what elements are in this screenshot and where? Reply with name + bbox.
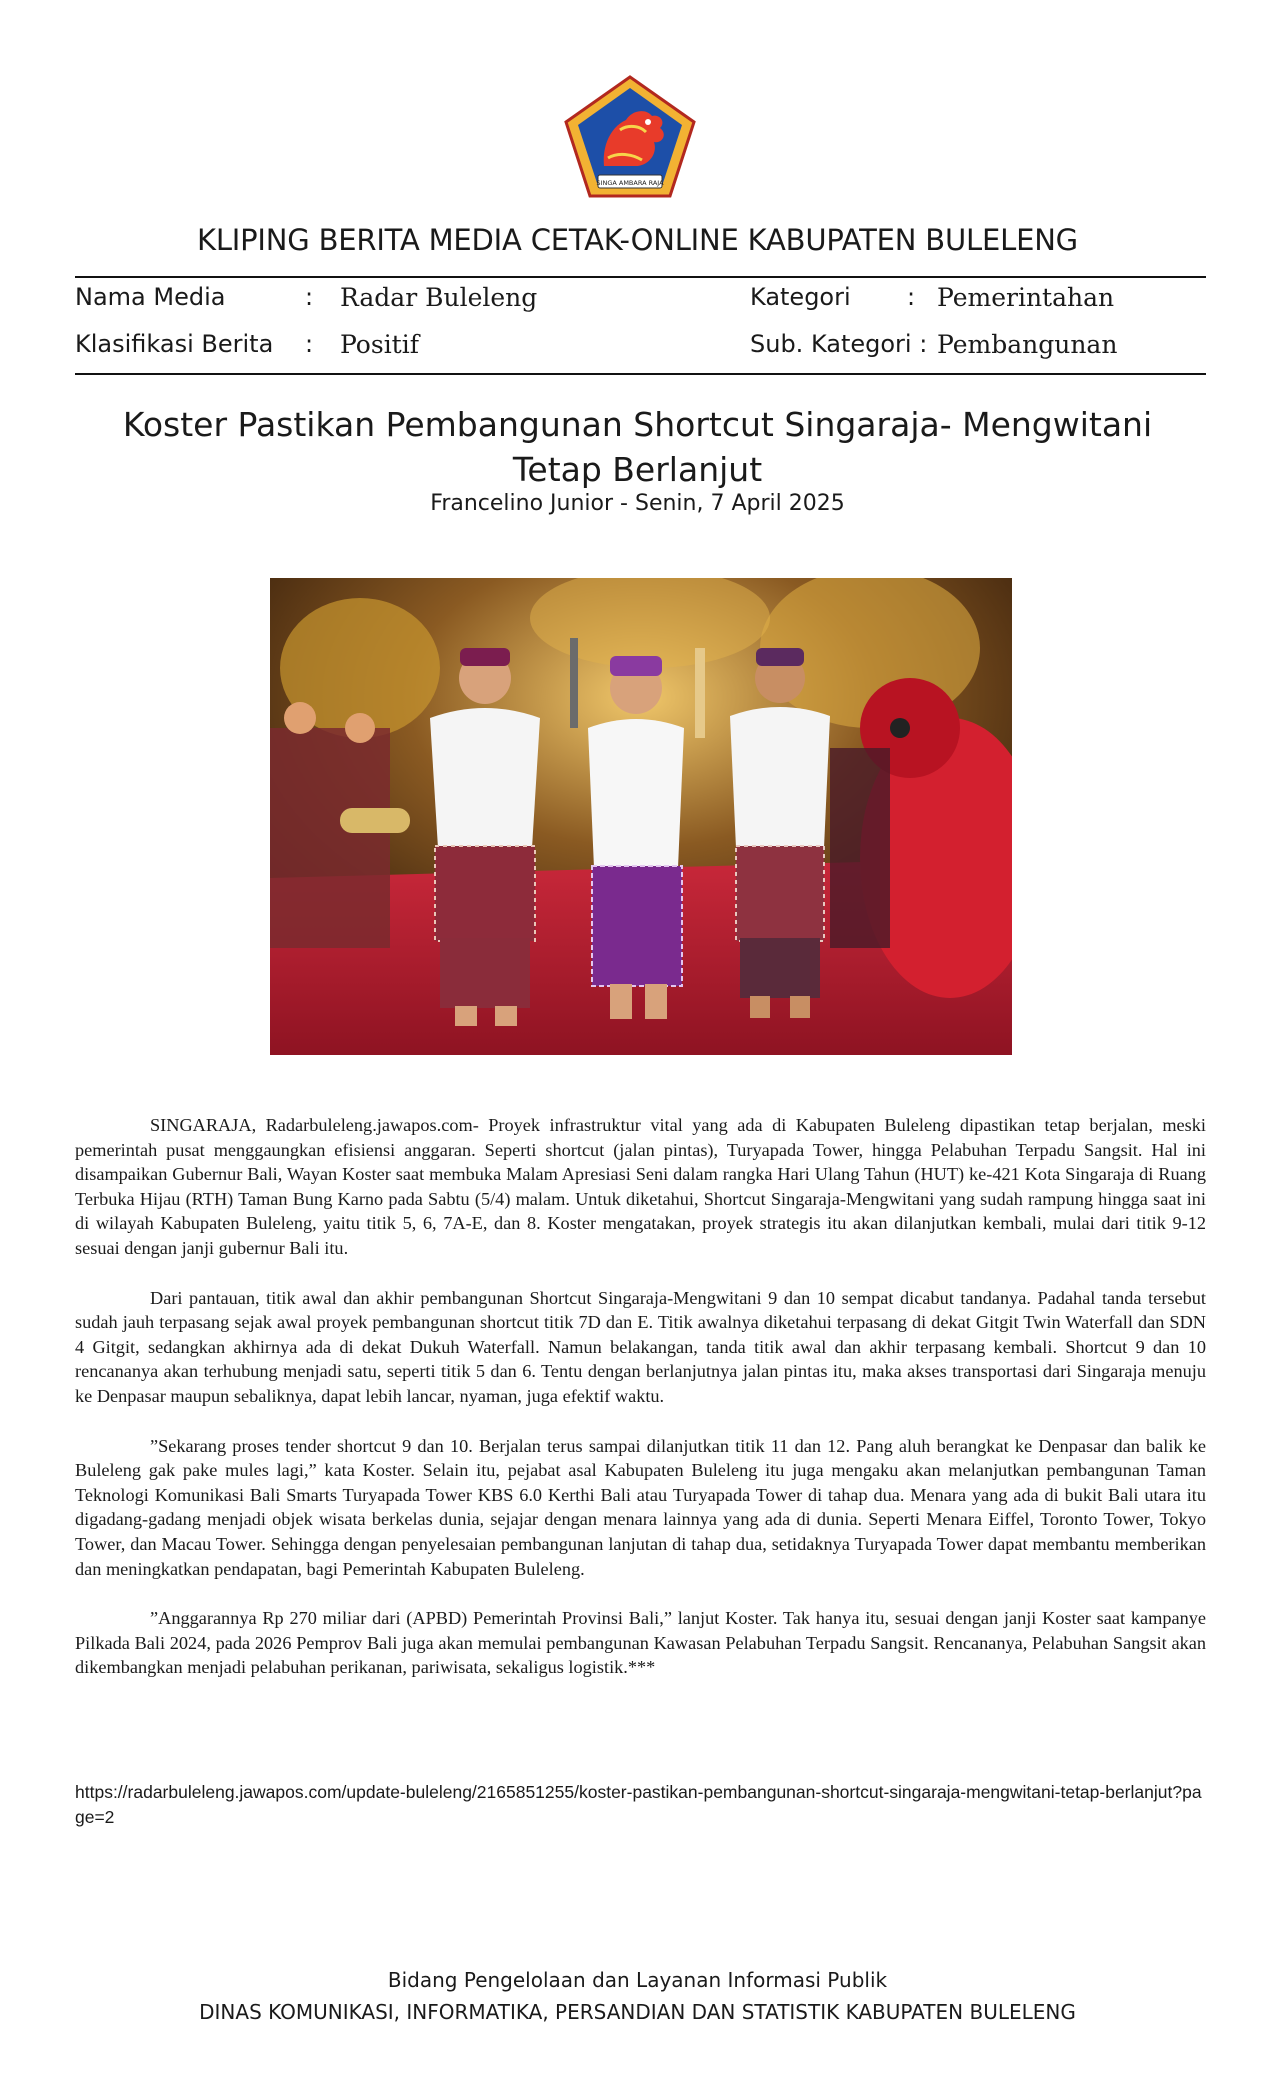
- article-paragraph: ”Sekarang proses tender shortcut 9 dan 10. Berjalan terus sampai dilanjutkan titik 11 dan 12. Pang aluh berangkat ke Denpasar dan balik ke Buleleng gak pake mules lagi,” kata Koster. Selain itu, pejabat asal Kabupaten Buleleng itu juga mengaku akan melanjutkan pembangunan Taman Teknologi Komunikasi Bali Smarts Turyapada Tower KBS 6.0 Kerthi Bali atau Turyapada Tower di tahap dua. Menara yang ada di bukit Bali utara itu digadang-gadang menjadi objek wisata berkelas dunia, sejajar dengan menara lainnya yang ada di dunia. Seperti Menara Eiffel, Toronto Tower, Tokyo Tower, dan Macau Tower. Sehingga dengan penyelesaian pembangunan lanjutan di tahap dua, setidaknya Turyapada Tower dapat membantu memberikan dan meningkatkan pendapatan, bagi Pemerintah Kabupaten Buleleng.: [75, 1435, 1206, 1579]
- article-photo: [270, 578, 1012, 1055]
- kategori-label: Kategori: [750, 283, 851, 311]
- footer-division: Bidang Pengelolaan dan Layanan Informasi Publik: [387, 1968, 888, 1992]
- subkategori-label: Sub. Kategori :: [750, 330, 928, 358]
- media-value: Radar Buleleng: [340, 283, 538, 312]
- header-divider-top: [75, 276, 1206, 278]
- klasifikasi-label: Klasifikasi Berita: [75, 330, 274, 358]
- clipping-header-title: KLIPING BERITA MEDIA CETAK-ONLINE KABUPATEN BULELENG: [197, 223, 1078, 257]
- subkategori-value: Pembangunan: [937, 330, 1118, 359]
- media-label: Nama Media: [75, 283, 226, 311]
- buleleng-emblem-logo: [562, 74, 698, 200]
- klasifikasi-colon: :: [305, 330, 314, 358]
- kategori-value: Pemerintahan: [937, 283, 1115, 312]
- klasifikasi-value: Positif: [340, 330, 419, 359]
- article-paragraph: Dari pantauan, titik awal dan akhir pembangunan Shortcut Singaraja-Mengwitani 9 dan 10 sempat dicabut tandanya. Padahal tanda tersebut sudah jauh terpasang sejak awal proyek pembangunan shortcut titik 7D dan E. Titik awalnya diketahui terpasang di dekat Gitgit Twin Waterfall dan SDN 4 Gitgit, sedangkan akhirnya ada di dekat Dukuh Waterfall. Namun belakangan, tanda titik awal dan akhir terpasang kembali. Shortcut 9 dan 10 rencananya akan terhubung menjadi satu, seperti titik 5 dan 6. Tentu dengan berlanjutnya jalan pintas itu, maka akses transportasi dari Singaraja menuju ke Denpasar maupun sebaliknya, dapat lebih lancar, nyaman, juga efektif waktu.: [75, 1287, 1206, 1406]
- article-body: [75, 1113, 1206, 1705]
- article-paragraph: ”Anggarannya Rp 270 miliar dari (APBD) Pemerintah Provinsi Bali,” lanjut Koster. Tak hanya itu, sesuai dengan janji Koster saat kampanye Pilkada Bali 2024, pada 2026 Pemprov Bali juga akan memulai pembangunan Kawasan Pelabuhan Terpadu Sangsit. Rencananya, Pelabuhan Sangsit akan dikembangkan menjadi pelabuhan perikanan, pariwisata, sekaligus logistik.***: [75, 1608, 1206, 1678]
- article-byline: Francelino Junior - Senin, 7 April 2025: [430, 491, 845, 516]
- meta-row-2: [75, 330, 1206, 370]
- emblem-motto: SINGA AMBARA RAJA: [596, 179, 664, 187]
- article-paragraph: SINGARAJA, Radarbuleleng.jawapos.com- Proyek infrastruktur vital yang ada di Kabupaten Buleleng dipastikan tetap berjalan, meski pemerintah pusat menggaungkan efisiensi anggaran. Seperti shortcut (jalan pintas), Turyapada Tower, hingga Pelabuhan Terpadu Sangsit. Hal ini disampaikan Gubernur Bali, Wayan Koster saat membuka Malam Apresiasi Seni dalam rangka Hari Ulang Tahun (HUT) ke-421 Kota Singaraja di Ruang Terbuka Hijau (RTH) Taman Bung Karno pada Sabtu (5/4) malam. Untuk diketahui, Shortcut Singaraja-Mengwitani yang sudah rampung hingga saat ini di wilayah Kabupaten Buleleng, yaitu titik 5, 6, 7A-E, dan 8. Koster mengatakan, proyek strategis itu akan dilanjutkan kembali, mulai dari titik 9-12 sesuai dengan janji gubernur Bali itu.: [75, 1115, 1206, 1258]
- article-title: [120, 402, 1155, 492]
- media-colon: :: [305, 283, 314, 311]
- lion-emblem-icon: [562, 74, 698, 200]
- footer-agency: DINAS KOMUNIKASI, INFORMATIKA, PERSANDIAN DAN STATISTIK KABUPATEN BULELENG: [199, 2000, 1076, 2024]
- meta-row-1: [75, 283, 1206, 323]
- article-title-line2: Tetap Berlanjut: [512, 450, 763, 489]
- header-divider-bottom: [75, 373, 1206, 375]
- kategori-colon: :: [907, 283, 916, 311]
- article-title-line1: Koster Pastikan Pembangunan Shortcut Singaraja- Mengwitani: [122, 405, 1153, 444]
- source-url-link[interactable]: https://radarbuleleng.jawapos.com/update-buleleng/2165851255/koster-pastikan-pembangunan-shortcut-singaraja-mengwitani-tetap-berlanjut?page=2: [75, 1782, 1202, 1827]
